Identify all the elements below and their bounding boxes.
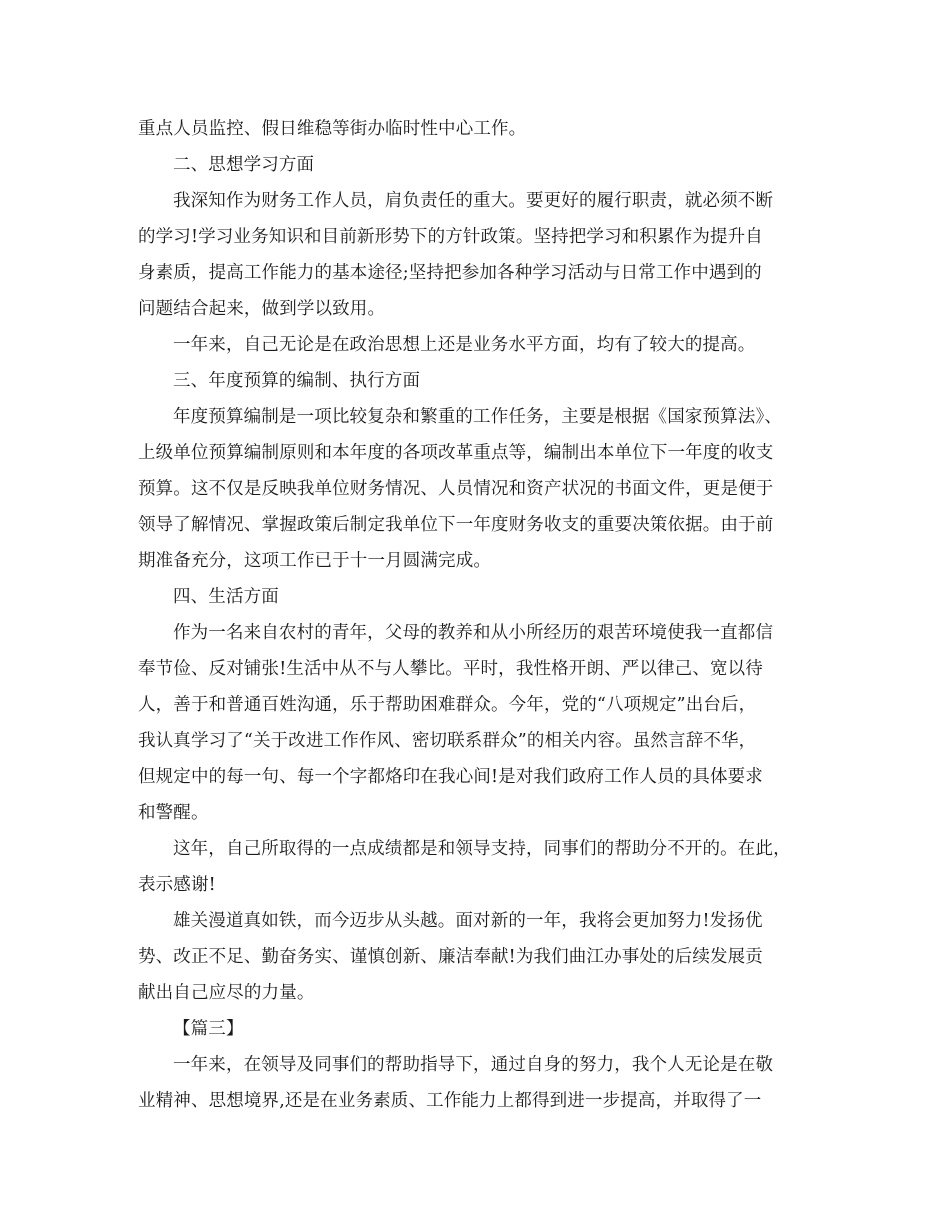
section-heading: 四、生活方面 bbox=[173, 587, 279, 607]
text-line: 的学习!学习业务知识和目前新形势下的方针政策。坚持把学习和积累作为提升自 bbox=[138, 227, 763, 247]
text-line: 业精神、思想境界,还是在业务素质、工作能力上都得到进一步提高，并取得了一 bbox=[138, 1091, 762, 1111]
text-line: 和警醒。 bbox=[138, 803, 209, 823]
text-line: 上级单位预算编制原则和本年度的各项改革重点等，编制出本单位下一年度的收支 bbox=[138, 443, 774, 463]
text-line: 但规定中的每一句、每一个字都烙印在我心间!是对我们政府工作人员的具体要求 bbox=[138, 767, 763, 787]
text-line: 我深知作为财务工作人员，肩负责任的重大。要更好的履行职责，就必须不断 bbox=[173, 191, 774, 211]
text-line: 表示感谢! bbox=[138, 875, 216, 895]
text-line: 一年来，在领导及同事们的帮助指导下，通过自身的努力，我个人无论是在敬 bbox=[173, 1055, 774, 1075]
section-heading: 二、思想学习方面 bbox=[173, 155, 315, 175]
section-heading: 三、年度预算的编制、执行方面 bbox=[173, 371, 421, 391]
text-line: 我认真学习了“关于改进工作作风、密切联系群众”的相关内容。虽然言辞不华， bbox=[138, 731, 757, 751]
text-line: 人，善于和普通百姓沟通，乐于帮助困难群众。今年，党的“八项规定”出台后， bbox=[138, 695, 757, 715]
text-line: 期准备充分，这项工作已于十一月圆满完成。 bbox=[138, 551, 491, 571]
text-line: 问题结合起来，做到学以致用。 bbox=[138, 299, 386, 319]
text-line: 重点人员监控、假日维稳等街办临时性中心工作。 bbox=[138, 119, 527, 139]
text-line: 年度预算编制是一项比较复杂和繁重的工作任务，主要是根据《国家预算法》、 bbox=[173, 407, 782, 427]
text-line: 一年来，自己无论是在政治思想上还是业务水平方面，均有了较大的提高。 bbox=[173, 335, 756, 355]
text-line: 预算。这不仅是反映我单位财务情况、人员情况和资产状况的书面文件，更是便于 bbox=[138, 479, 774, 499]
text-line: 献出自己应尽的力量。 bbox=[138, 983, 315, 1003]
text-line: 作为一名来自农村的青年，父母的教养和从小所经历的艰苦环境使我一直都信 bbox=[173, 623, 774, 643]
text-line: 势、改正不足、勤奋务实、谨慎创新、廉洁奉献!为我们曲江办事处的后续发展贡 bbox=[138, 947, 763, 967]
text-line: 领导了解情况、掌握政策后制定我单位下一年度财务收支的重要决策依据。由于前 bbox=[138, 515, 774, 535]
text-line: 身素质，提高工作能力的基本途径;坚持把参加各种学习活动与日常工作中遇到的 bbox=[138, 263, 762, 283]
text-line: 雄关漫道真如铁，而今迈步从头越。面对新的一年，我将会更加努力!发扬优 bbox=[173, 911, 763, 931]
section-marker: 【篇三】 bbox=[173, 1019, 244, 1039]
text-line: 这年，自己所取得的一点成绩都是和领导支持，同事们的帮助分不开的。在此， bbox=[173, 839, 791, 859]
text-line: 奉节俭、反对铺张!生活中从不与人攀比。平时，我性格开朗、严以律己、宽以待 bbox=[138, 659, 763, 679]
